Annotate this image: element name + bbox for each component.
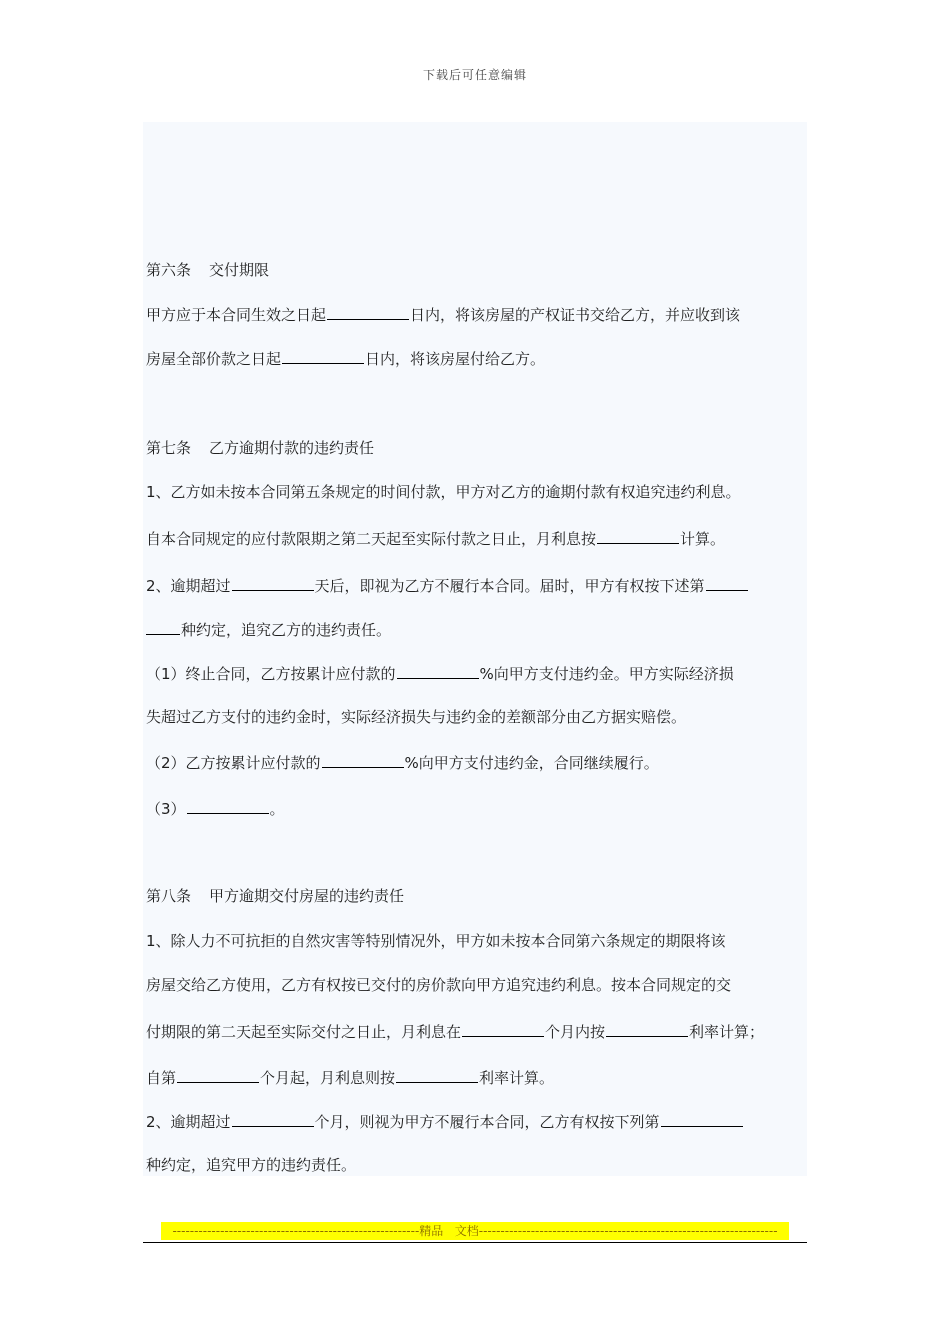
fill-in-blank — [282, 347, 364, 364]
fill-in-blank — [706, 574, 748, 591]
article-7-para-2 — [146, 527, 725, 549]
article-8-para-6: 种约定，追究甲方的违约责任。 — [146, 1156, 357, 1174]
article-8-para-4 — [146, 1066, 554, 1088]
text-segment: 房屋全部价款之日起 — [146, 350, 282, 368]
text-segment: 计算。 — [680, 530, 726, 548]
fill-in-blank — [232, 574, 314, 591]
fill-in-blank — [187, 797, 269, 814]
article-7-option-2 — [146, 751, 659, 773]
article-7-para-1: 1、乙方如未按本合同第五条规定的时间付款，甲方对乙方的逾期付款有权追究违约利息。 — [146, 483, 741, 501]
fill-in-blank — [322, 751, 404, 768]
text-segment: 2、逾期超过 — [146, 1113, 231, 1131]
text-segment: 利率计算。 — [479, 1069, 555, 1087]
text-segment: 付期限的第二天起至实际交付之日止，月利息在 — [146, 1023, 462, 1041]
text-segment: 自第 — [146, 1069, 177, 1087]
footer-divider — [143, 1242, 807, 1243]
footer-banner — [161, 1222, 789, 1240]
fill-in-blank — [462, 1020, 544, 1037]
text-segment: 。 — [269, 800, 285, 818]
article-6-line-1 — [146, 303, 740, 325]
article-7-number: 第七条 — [146, 439, 192, 457]
article-8-para-3 — [146, 1020, 764, 1042]
article-8-para-5 — [146, 1110, 744, 1132]
text-segment: 2、逾期超过 — [146, 577, 231, 595]
fill-in-blank — [606, 1020, 688, 1037]
text-segment: 个月起，月利息则按 — [260, 1069, 396, 1087]
footer-label-1: 精品 — [419, 1224, 444, 1238]
text-segment: %向甲方支付违约金。甲方实际经济损 — [479, 665, 734, 683]
footer-dashes-right: --------------------------------------------------------------------- — [478, 1224, 778, 1238]
article-7-para-3 — [146, 574, 749, 596]
article-8-para-1: 1、除人力不可抗拒的自然灾害等特别情况外，甲方如未按本合同第六条规定的期限将该 — [146, 932, 726, 950]
article-6-heading — [146, 260, 269, 280]
text-segment: %向甲方支付违约金，合同继续履行。 — [404, 754, 659, 772]
text-segment: （3） — [146, 800, 186, 818]
article-8-title: 甲方逾期交付房屋的违约责任 — [209, 887, 405, 905]
article-7-para-4 — [146, 618, 391, 640]
article-6-line-2 — [146, 347, 545, 369]
footer-dashes-left: --------------------------------------------------------- — [172, 1224, 420, 1238]
article-6-number: 第六条 — [146, 261, 192, 279]
footer-label-2: 文档 — [454, 1224, 479, 1238]
fill-in-blank — [177, 1066, 259, 1083]
page-header: 下载后可任意编辑 — [422, 68, 527, 82]
article-8-number: 第八条 — [146, 887, 192, 905]
article-7-option-3 — [146, 797, 285, 819]
text-segment: 日内，将该房屋付给乙方。 — [365, 350, 546, 368]
fill-in-blank — [661, 1110, 743, 1127]
fill-in-blank — [397, 662, 479, 679]
content-panel — [143, 122, 807, 1176]
fill-in-blank — [327, 303, 409, 320]
fill-in-blank — [396, 1066, 478, 1083]
text-segment: 自本合同规定的应付款限期之第二天起至实际付款之日止，月利息按 — [146, 530, 597, 548]
article-6-title: 交付期限 — [209, 261, 270, 279]
text-segment: 个月，则视为甲方不履行本合同，乙方有权按下列第 — [314, 1113, 660, 1131]
article-8-para-2: 房屋交给乙方使用，乙方有权按已交付的房价款向甲方追究违约利息。按本合同规定的交 — [146, 976, 732, 994]
text-segment: （2）乙方按累计应付款的 — [146, 754, 321, 772]
text-segment: 利率计算； — [689, 1023, 765, 1041]
article-7-option-1 — [146, 662, 734, 684]
article-7-title: 乙方逾期付款的违约责任 — [209, 439, 375, 457]
fill-in-blank — [597, 527, 679, 544]
article-7-heading — [146, 438, 374, 458]
text-segment: 种约定，追究乙方的违约责任。 — [181, 621, 392, 639]
fill-in-blank — [146, 618, 180, 635]
text-segment: 个月内按 — [545, 1023, 606, 1041]
text-segment: 天后，即视为乙方不履行本合同。届时，甲方有权按下述第 — [314, 577, 705, 595]
fill-in-blank — [232, 1110, 314, 1127]
text-segment: 日内，将该房屋的产权证书交给乙方，并应收到该 — [410, 306, 741, 324]
article-7-option-1-cont: 失超过乙方支付的违约金时，实际经济损失与违约金的差额部分由乙方据实赔偿。 — [146, 708, 687, 726]
text-segment: （1）终止合同，乙方按累计应付款的 — [146, 665, 396, 683]
text-segment: 甲方应于本合同生效之日起 — [146, 306, 327, 324]
article-8-heading — [146, 886, 404, 906]
